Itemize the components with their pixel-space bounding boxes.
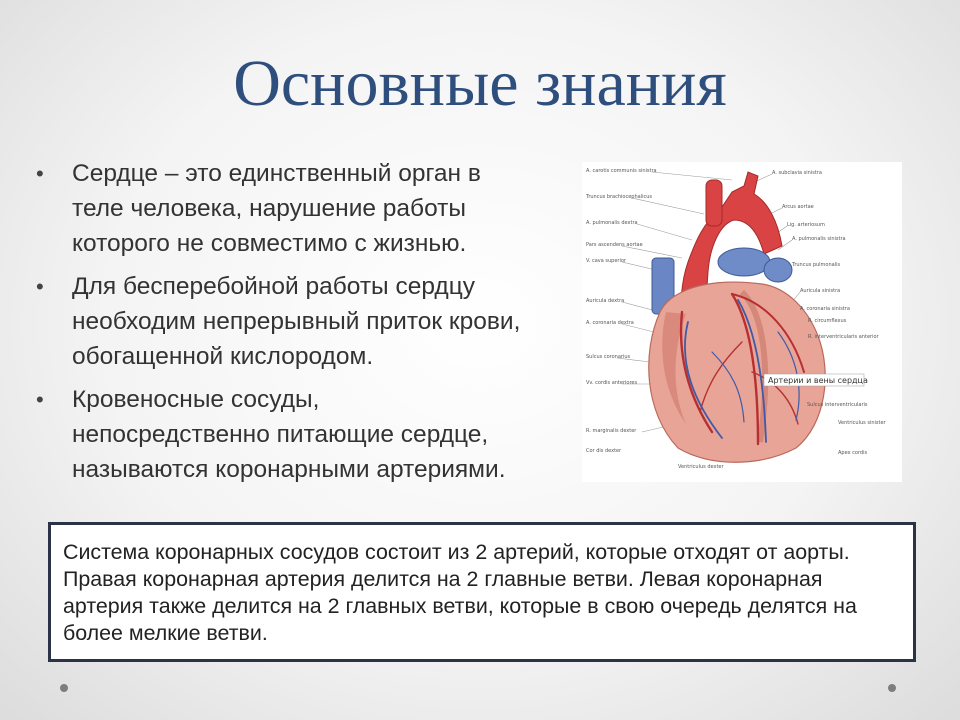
anatomy-label: R. marginalis dexter — [586, 428, 637, 434]
anatomy-label: Cor dis dexter — [586, 448, 622, 454]
anatomy-label: R. circumflexus — [808, 318, 847, 324]
anatomy-label: A. coronaria dextra — [586, 320, 634, 326]
pulmonary-vein — [764, 258, 792, 282]
brachiocephalic-trunk — [706, 180, 722, 226]
anatomy-label: A. coronaria sinistra — [800, 306, 850, 312]
bullet-text: Для бесперебойной работы сердцу необходим непрерывный приток крови, обогащенной кислородом. — [72, 273, 521, 370]
anatomy-label: Auricula dextra — [586, 298, 625, 304]
anatomy-label: Pars ascendens aortae — [586, 242, 643, 248]
anatomy-label: A. carotis communis sinistra — [586, 168, 657, 174]
bullet-marker: • — [36, 161, 44, 186]
bullet-marker: • — [36, 274, 44, 299]
bullet-item — [36, 269, 596, 374]
anatomy-label: Sulcus coronarius — [586, 354, 631, 360]
anatomy-label: V. cava superior — [586, 258, 626, 264]
bullet-item — [36, 156, 596, 261]
anatomy-label: A. pulmonalis dextra — [586, 220, 638, 226]
figure-caption: Артерии и вены сердца — [768, 376, 868, 385]
anatomy-label: Vv. cordis anteriores — [586, 380, 638, 386]
anatomy-label: Arcus aortae — [782, 204, 814, 210]
corner-dot-right — [888, 684, 896, 692]
anatomy-label: Apex cordis — [838, 450, 868, 456]
anatomy-label: Auricula sinistra — [800, 288, 841, 294]
heart-illustration — [582, 162, 902, 482]
slide-title: Основные знания — [233, 47, 727, 120]
anatomy-label: Sulcus interventricularis — [807, 402, 868, 408]
anatomy-label: R. interventricularis anterior — [808, 334, 879, 340]
anatomy-label: Ventriculus dexter — [678, 464, 724, 470]
anatomy-label: Ventriculus sinister — [838, 420, 886, 426]
bullet-marker: • — [36, 387, 44, 412]
bullet-text: Кровеносные сосуды, непосредственно питающие сердце, называются коронарными артериями. — [72, 386, 506, 483]
bullet-item — [36, 382, 596, 487]
anatomy-label: Truncus pulmonalis — [792, 262, 841, 268]
anatomy-label: Truncus brachiocephalicus — [586, 194, 653, 200]
anatomy-label: A. pulmonalis sinistra — [792, 236, 846, 242]
info-box — [48, 522, 916, 662]
corner-dot-left — [60, 684, 68, 692]
info-box-text: Система коронарных сосудов состоит из 2 артерий, которые отходят от аорты. Правая коронарная артерия делится на 2 главные ветви. Левая коронарная артерия также делится на 2 главных ветви, которые в свою очередь делятся на более мелкие ветви. — [63, 540, 857, 645]
bullet-list — [36, 156, 596, 495]
anatomy-label: A. subclavia sinistra — [772, 170, 822, 176]
anatomy-label: Lig. arteriosum — [787, 222, 825, 228]
pulmonary-artery — [718, 248, 770, 276]
heart-anatomy-figure — [582, 162, 902, 482]
bullet-text: Сердце – это единственный орган в теле человека, нарушение работы которого не совместимо с жизнью. — [72, 160, 481, 257]
